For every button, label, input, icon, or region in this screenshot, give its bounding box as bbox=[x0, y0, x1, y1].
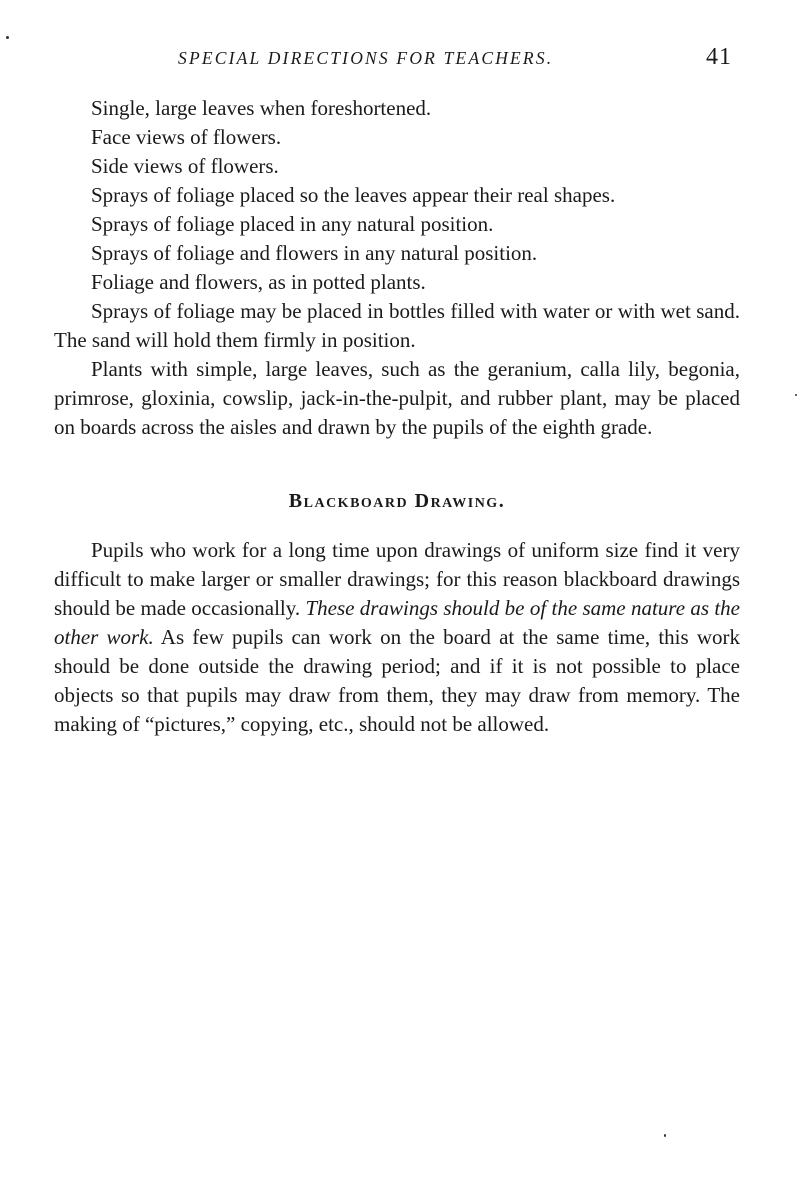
running-title: SPECIAL DIRECTIONS FOR TEACHERS. bbox=[178, 48, 554, 68]
running-header bbox=[0, 44, 800, 74]
print-speck bbox=[795, 394, 797, 396]
paragraph-blackboard bbox=[54, 536, 740, 739]
list-line: Sprays of foliage placed so the leaves appear their real shapes. bbox=[91, 183, 616, 207]
print-speck bbox=[664, 1134, 666, 1137]
paragraph-blackboard-italic: These drawings should be of the same nature as the other work. bbox=[54, 596, 741, 649]
list-line: Face views of flowers. bbox=[91, 125, 282, 149]
page-number: 41 bbox=[706, 44, 732, 70]
section-heading: Blackboard Drawing. bbox=[288, 490, 506, 512]
paragraph-blackboard-start: Pupils who work for a long time upon drawings of uniform size find it very difficult to make larger or smaller drawings; for this reason blackboard drawings should be made occasionally. bbox=[54, 538, 740, 620]
list-line: Side views of flowers. bbox=[91, 154, 279, 178]
paragraph-sprays: Sprays of foliage may be placed in bottles filled with water or with wet sand. The sand will hold them firmly in position. bbox=[54, 299, 740, 352]
paragraph-blackboard-end: As few pupils can work on the board at the same time, this work should be done outside the drawing period; and if it is not possible to place objects so that pupils may draw from them, they may draw from memory. The making of “pictures,” copying, etc., should not be allowed. bbox=[54, 625, 741, 736]
list-line: Single, large leaves when foreshortened. bbox=[91, 96, 432, 120]
list-line: Foliage and flowers, as in potted plants. bbox=[91, 270, 426, 294]
paragraph-plants: Plants with simple, large leaves, such as the geranium, calla lily, begonia, primrose, gloxinia, cowslip, jack-in-the-pulpit, and rubber plant, may be placed on boards across the aisles and drawn by the pupils of the eighth grade. bbox=[54, 357, 740, 439]
list-line: Sprays of foliage and flowers in any natural position. bbox=[91, 241, 538, 265]
print-speck bbox=[6, 36, 9, 39]
body-text bbox=[54, 94, 740, 739]
list-line: Sprays of foliage placed in any natural position. bbox=[91, 212, 494, 236]
